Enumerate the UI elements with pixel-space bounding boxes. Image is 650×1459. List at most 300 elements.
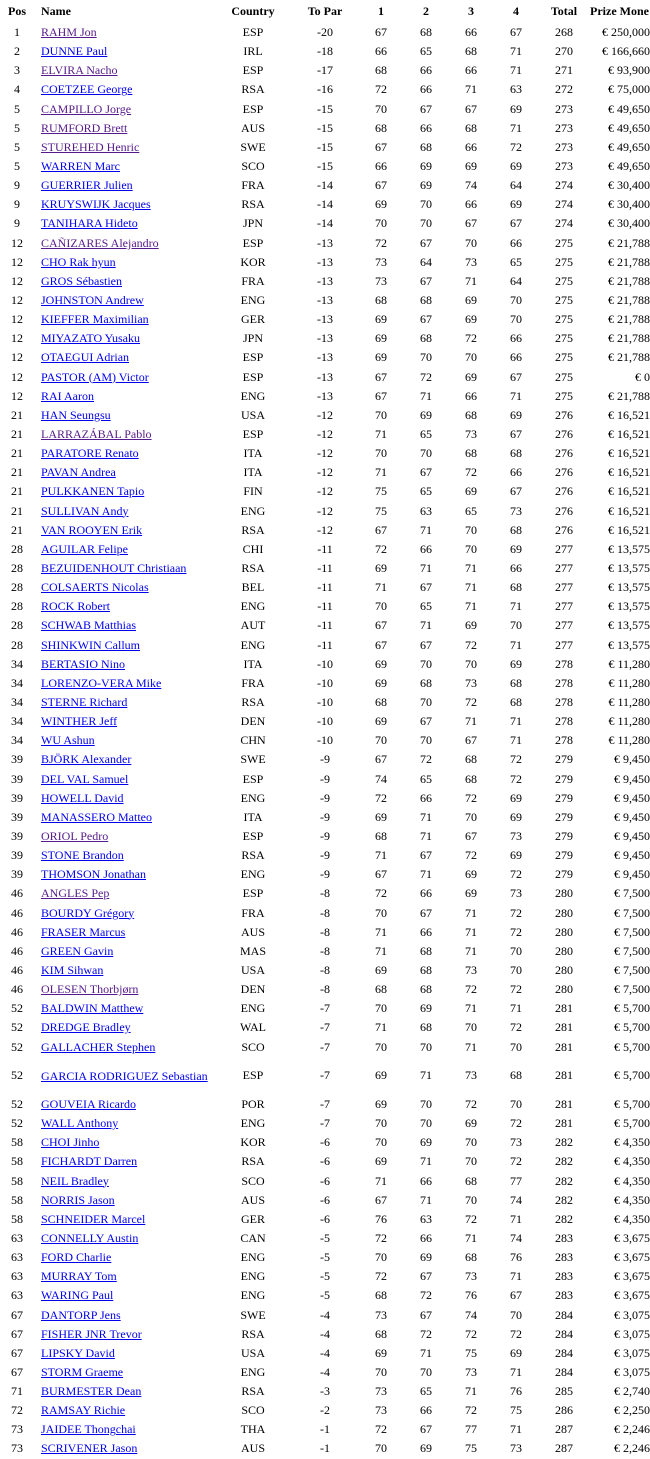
- cell-name: [34, 731, 214, 750]
- cell-to-par: -20: [317, 25, 333, 40]
- cell-country: FRA: [241, 905, 265, 920]
- player-link[interactable]: GROS Sébastien: [41, 273, 122, 288]
- cell-to-par: -13: [317, 331, 333, 346]
- cell-round-3: 65: [465, 503, 477, 518]
- cell-country: CAN: [240, 1230, 266, 1245]
- player-link[interactable]: FISHER JNR Trevor: [41, 1326, 142, 1341]
- cell-prize-money: € 3,075: [614, 1307, 650, 1322]
- cell-total: 284: [555, 1364, 573, 1379]
- player-link[interactable]: SHINKWIN Callum: [41, 637, 140, 652]
- player-link[interactable]: FORD Charlie: [41, 1250, 112, 1265]
- player-link[interactable]: KRUYSWIJK Jacques: [41, 197, 151, 212]
- table-row: [0, 1363, 650, 1382]
- player-link[interactable]: CAMPILLO Jorge: [41, 101, 132, 116]
- player-link[interactable]: OTAEGUI Adrian: [41, 350, 130, 365]
- cell-round-3: 73: [465, 1364, 477, 1379]
- table-row: [0, 1114, 650, 1133]
- cell-total: 276: [555, 503, 573, 518]
- cell-pos: 21: [11, 522, 23, 537]
- cell-round-1: 69: [375, 350, 387, 365]
- cell-to-par: -8: [320, 982, 330, 997]
- cell-to-par: -6: [320, 1135, 330, 1150]
- cell-round-4: 65: [510, 254, 522, 269]
- player-link[interactable]: LARRAZÁBAL Pablo: [41, 427, 152, 442]
- player-link[interactable]: CHOI Jinho: [41, 1135, 100, 1150]
- cell-prize-money: € 4,350: [614, 1192, 650, 1207]
- player-link[interactable]: GALLACHER Stephen: [41, 1039, 156, 1054]
- player-link[interactable]: WU Ashun: [41, 733, 95, 748]
- player-link[interactable]: CHO Rak hyun: [41, 254, 116, 269]
- cell-round-4: 69: [510, 848, 522, 863]
- cell-round-1: 69: [375, 1154, 387, 1169]
- player-link[interactable]: DANTORP Jens: [41, 1307, 121, 1322]
- player-link[interactable]: RAHM Jon: [41, 25, 97, 40]
- player-link[interactable]: BOURDY Grégory: [41, 905, 135, 920]
- cell-country: GER: [241, 1211, 265, 1226]
- table-row: [0, 176, 650, 195]
- cell-pos: 58: [11, 1173, 23, 1188]
- table-row: [0, 1152, 650, 1171]
- cell-round-1: 67: [375, 618, 387, 633]
- cell-country: FRA: [241, 675, 265, 690]
- cell-pos: 67: [11, 1307, 23, 1322]
- player-link[interactable]: MIYAZATO Yusaku: [41, 331, 140, 346]
- player-link[interactable]: NORRIS Jason: [41, 1192, 115, 1207]
- cell-round-4: 69: [510, 197, 522, 212]
- cell-pos: 28: [11, 541, 23, 556]
- player-link[interactable]: BERTASIO Nino: [41, 656, 125, 671]
- cell-pos: 9: [14, 178, 20, 193]
- cell-round-2: 65: [420, 771, 432, 786]
- cell-country: ITA: [243, 656, 263, 671]
- player-link[interactable]: CAÑIZARES Alejandro: [41, 235, 159, 250]
- cell-prize-money: € 7,500: [614, 982, 650, 997]
- cell-to-par: -7: [320, 1096, 330, 1111]
- table-row: [0, 119, 650, 138]
- cell-name: [34, 1018, 214, 1037]
- cell-total: 281: [555, 1116, 573, 1131]
- player-link[interactable]: STERNE Richard: [41, 694, 128, 709]
- player-link[interactable]: MANASSERO Matteo: [41, 809, 153, 824]
- table-row: [0, 980, 650, 999]
- cell-prize-money: € 49,650: [608, 101, 650, 116]
- cell-round-3: 70: [465, 656, 477, 671]
- cell-pos: 34: [11, 656, 23, 671]
- table-row: [0, 272, 650, 291]
- cell-to-par: -12: [317, 465, 333, 480]
- cell-prize-money: € 13,575: [608, 561, 650, 575]
- player-link[interactable]: PAVAN Andrea: [41, 465, 116, 480]
- cell-prize-money: € 7,500: [614, 943, 650, 958]
- cell-name: [34, 674, 214, 693]
- cell-name: [34, 961, 214, 980]
- player-link[interactable]: KIM Sihwan: [41, 962, 104, 977]
- table-row: [0, 234, 650, 253]
- cell-country: ESP: [242, 101, 264, 116]
- cell-round-2: 71: [420, 1068, 432, 1083]
- player-link[interactable]: GREEN Gavin: [41, 943, 114, 958]
- cell-total: 279: [555, 790, 573, 805]
- cell-round-1: 72: [375, 1269, 387, 1284]
- cell-name: [34, 559, 214, 578]
- cell-round-4: 71: [510, 1269, 522, 1284]
- cell-to-par: -10: [317, 675, 333, 690]
- table-row: [0, 1057, 650, 1095]
- table-body: [0, 23, 650, 1459]
- table-row: [0, 61, 650, 80]
- cell-round-3: 73: [465, 427, 477, 442]
- cell-round-1: 72: [375, 82, 387, 97]
- cell-country: THA: [240, 1422, 266, 1437]
- cell-to-par: -4: [320, 1326, 330, 1341]
- cell-to-par: -14: [317, 216, 333, 231]
- cell-to-par: -3: [320, 1384, 330, 1399]
- cell-round-1: 71: [375, 848, 387, 863]
- cell-pos: 71: [11, 1384, 23, 1399]
- cell-round-3: 71: [465, 82, 477, 97]
- cell-total: 274: [555, 216, 573, 231]
- cell-pos: 3: [14, 63, 20, 78]
- cell-round-3: 74: [465, 178, 477, 193]
- player-link[interactable]: RAMSAY Richie: [41, 1403, 126, 1418]
- cell-round-1: 70: [375, 1364, 387, 1379]
- player-link[interactable]: TANIHARA Hideto: [41, 216, 138, 231]
- cell-prize-money: € 16,521: [608, 522, 650, 537]
- cell-round-1: 70: [375, 905, 387, 920]
- cell-country: USA: [240, 407, 265, 422]
- cell-round-2: 71: [420, 1192, 432, 1207]
- cell-pos: 67: [11, 1345, 23, 1360]
- cell-round-3: 72: [465, 1096, 477, 1111]
- cell-pos: 34: [11, 733, 23, 748]
- player-link[interactable]: OLESEN Thorbjørn: [41, 982, 139, 997]
- player-link[interactable]: ROCK Robert: [41, 599, 110, 614]
- player-link[interactable]: LORENZO-VERA Mike: [41, 675, 162, 690]
- player-link[interactable]: GOUVEIA Ricardo: [41, 1096, 136, 1111]
- player-link[interactable]: BURMESTER Dean: [41, 1384, 142, 1399]
- cell-total: 280: [555, 962, 573, 977]
- player-link[interactable]: LIPSKY David: [41, 1345, 115, 1360]
- player-link[interactable]: PARATORE Renato: [41, 446, 139, 461]
- cell-round-4: 72: [510, 867, 522, 882]
- cell-round-2: 67: [420, 273, 432, 288]
- cell-round-4: 76: [510, 1384, 522, 1399]
- cell-round-4: 71: [510, 63, 522, 78]
- table-row: [0, 597, 650, 616]
- player-link[interactable]: SCRIVENER Jason: [41, 1441, 138, 1456]
- player-link[interactable]: KIEFFER Maximilian: [41, 312, 149, 327]
- player-link[interactable]: NEIL Bradley: [41, 1173, 109, 1188]
- cell-prize-money: € 3,675: [614, 1250, 650, 1265]
- cell-country: BEL: [241, 580, 265, 595]
- cell-prize-money: € 30,400: [608, 216, 650, 231]
- player-link[interactable]: RAI Aaron: [41, 388, 94, 403]
- cell-to-par: -11: [317, 618, 333, 633]
- cell-total: 276: [555, 446, 573, 461]
- cell-country: CHN: [240, 733, 266, 748]
- cell-to-par: -13: [317, 273, 333, 288]
- cell-to-par: -6: [320, 1192, 330, 1207]
- cell-prize-money: € 11,280: [608, 656, 650, 671]
- cell-total: 281: [555, 1096, 573, 1111]
- table-row: [0, 291, 650, 310]
- cell-to-par: -8: [320, 943, 330, 958]
- player-link[interactable]: ORIOL Pedro: [41, 828, 109, 843]
- cell-round-4: 71: [510, 120, 522, 135]
- cell-round-1: 69: [375, 331, 387, 346]
- cell-prize-money: € 16,521: [608, 446, 650, 461]
- cell-round-4: 68: [510, 675, 522, 690]
- cell-prize-money: € 5,700: [614, 1039, 650, 1054]
- cell-round-1: 67: [375, 1192, 387, 1207]
- cell-round-4: 68: [510, 1068, 522, 1083]
- player-link[interactable]: BALDWIN Matthew: [41, 1001, 144, 1016]
- cell-name: [34, 980, 214, 999]
- player-link[interactable]: DUNNE Paul: [41, 44, 108, 59]
- player-link[interactable]: WINTHER Jeff: [41, 714, 118, 729]
- cell-name: [34, 942, 214, 961]
- player-link[interactable]: STUREHED Henric: [41, 139, 140, 154]
- cell-round-1: 71: [375, 580, 387, 595]
- cell-round-4: 63: [510, 82, 522, 97]
- cell-round-2: 68: [420, 943, 432, 958]
- cell-name: [34, 1248, 214, 1267]
- player-link[interactable]: COETZEE George: [41, 82, 133, 97]
- cell-name: [34, 521, 214, 540]
- cell-pos: 39: [11, 867, 23, 882]
- player-link[interactable]: MURRAY Tom: [41, 1269, 117, 1284]
- cell-total: 282: [555, 1192, 573, 1207]
- cell-name: [34, 827, 214, 846]
- cell-round-2: 70: [420, 446, 432, 461]
- player-link[interactable]: WARING Paul: [41, 1288, 114, 1303]
- header-total: Total: [550, 4, 578, 18]
- cell-prize-money: € 21,788: [608, 254, 650, 269]
- table-row: [0, 750, 650, 769]
- cell-prize-money: € 2,246: [614, 1441, 650, 1456]
- player-link[interactable]: STORM Graeme: [41, 1364, 124, 1379]
- cell-round-4: 72: [510, 1326, 522, 1341]
- cell-total: 280: [555, 982, 573, 997]
- cell-round-3: 72: [465, 465, 477, 480]
- cell-round-2: 67: [420, 1307, 432, 1322]
- cell-total: 279: [555, 848, 573, 863]
- cell-pos: 72: [11, 1403, 23, 1418]
- cell-total: 276: [555, 407, 573, 422]
- cell-name: [34, 1286, 214, 1305]
- cell-name: [34, 119, 214, 138]
- cell-round-1: 67: [375, 178, 387, 193]
- cell-to-par: -13: [317, 350, 333, 365]
- cell-pos: 12: [11, 388, 23, 403]
- player-link[interactable]: AGUILAR Felipe: [41, 541, 128, 556]
- player-link[interactable]: WALL Anthony: [41, 1116, 119, 1131]
- cell-prize-money: € 21,788: [608, 350, 650, 365]
- cell-round-2: 72: [420, 752, 432, 767]
- player-link[interactable]: COLSAERTS Nicolas: [41, 580, 149, 595]
- cell-round-2: 68: [420, 982, 432, 997]
- cell-to-par: -18: [317, 44, 333, 59]
- cell-pos: 12: [11, 350, 23, 365]
- cell-round-2: 65: [420, 1384, 432, 1399]
- cell-round-2: 69: [420, 1135, 432, 1150]
- cell-pos: 12: [11, 369, 23, 384]
- player-link[interactable]: GARCIA RODRIGUEZ Sebastian: [41, 1068, 208, 1083]
- player-link[interactable]: JAIDEE Thongchai: [41, 1422, 136, 1437]
- cell-prize-money: € 21,788: [608, 312, 650, 327]
- player-link[interactable]: SCHNEIDER Marcel: [41, 1211, 146, 1226]
- cell-round-1: 70: [375, 1116, 387, 1131]
- player-link[interactable]: HAN Seungsu: [41, 407, 111, 422]
- player-link[interactable]: JOHNSTON Andrew: [41, 293, 144, 308]
- cell-round-4: 74: [510, 1192, 522, 1207]
- cell-country: ENG: [240, 1250, 266, 1265]
- cell-round-4: 69: [510, 541, 522, 556]
- cell-prize-money: € 9,450: [614, 848, 650, 863]
- cell-to-par: -13: [317, 293, 333, 308]
- cell-prize-money: € 16,521: [608, 465, 650, 480]
- cell-country: SCO: [241, 159, 265, 174]
- cell-round-1: 70: [375, 1441, 387, 1456]
- cell-round-4: 71: [510, 1001, 522, 1016]
- cell-name: [34, 348, 214, 367]
- cell-prize-money: € 9,450: [614, 828, 650, 843]
- player-link[interactable]: GUERRIER Julien: [41, 178, 133, 193]
- cell-pos: 34: [11, 714, 23, 729]
- cell-country: RSA: [241, 848, 265, 863]
- cell-round-3: 70: [465, 1192, 477, 1207]
- player-link[interactable]: SULLIVAN Andy: [41, 503, 129, 518]
- cell-round-3: 72: [465, 1211, 477, 1226]
- cell-round-1: 72: [375, 1230, 387, 1245]
- cell-country: SCO: [241, 1039, 265, 1054]
- player-link[interactable]: DEL VAL Samuel: [41, 771, 129, 786]
- cell-prize-money: € 2,250: [614, 1403, 650, 1418]
- cell-to-par: -5: [320, 1250, 330, 1265]
- cell-name: [34, 1382, 214, 1401]
- cell-to-par: -11: [317, 599, 333, 614]
- cell-pos: 34: [11, 694, 23, 709]
- cell-round-3: 69: [465, 618, 477, 633]
- player-link[interactable]: PASTOR (AM) Victor: [41, 369, 149, 384]
- cell-round-1: 69: [375, 1096, 387, 1111]
- cell-name: [34, 463, 214, 482]
- cell-pos: 21: [11, 484, 23, 499]
- player-link[interactable]: ANGLES Pep: [41, 886, 110, 901]
- player-link[interactable]: SCHWAB Matthias: [41, 618, 137, 633]
- cell-round-1: 68: [375, 120, 387, 135]
- cell-name: [34, 310, 214, 329]
- cell-round-4: 69: [510, 809, 522, 824]
- table-row: [0, 731, 650, 750]
- player-link[interactable]: ELVIRA Nacho: [41, 63, 118, 78]
- player-link[interactable]: BJÖRK Alexander: [41, 752, 132, 767]
- player-link[interactable]: DREDGE Bradley: [41, 1020, 131, 1035]
- cell-country: ESP: [242, 886, 264, 901]
- cell-name: [34, 234, 214, 253]
- cell-country: ESP: [242, 63, 264, 78]
- header-prize-money: Prize Mone: [590, 4, 649, 18]
- cell-round-2: 71: [420, 522, 432, 537]
- cell-round-3: 68: [465, 1173, 477, 1188]
- table-row: [0, 1191, 650, 1210]
- player-link[interactable]: VAN ROOYEN Erik: [41, 522, 143, 537]
- cell-round-1: 72: [375, 790, 387, 805]
- cell-total: 276: [555, 522, 573, 537]
- cell-prize-money: € 2,246: [614, 1422, 650, 1437]
- cell-country: AUS: [240, 924, 265, 939]
- cell-name: [34, 138, 214, 157]
- cell-round-3: 72: [465, 694, 477, 709]
- cell-country: AUS: [240, 120, 265, 135]
- cell-round-1: 70: [375, 446, 387, 461]
- cell-round-1: 74: [375, 771, 387, 786]
- cell-pos: 63: [11, 1288, 23, 1303]
- cell-round-4: 72: [510, 982, 522, 997]
- cell-round-2: 65: [420, 599, 432, 614]
- cell-country: WAL: [240, 1020, 266, 1035]
- cell-round-2: 72: [420, 1288, 432, 1303]
- player-link[interactable]: FICHARDT Darren: [41, 1154, 138, 1169]
- table-row: [0, 923, 650, 942]
- cell-round-3: 70: [465, 809, 477, 824]
- cell-round-3: 72: [465, 1403, 477, 1418]
- cell-name: [34, 23, 214, 42]
- cell-total: 282: [555, 1173, 573, 1188]
- cell-pos: 28: [11, 580, 23, 595]
- cell-round-1: 67: [375, 25, 387, 40]
- cell-pos: 2: [14, 44, 20, 59]
- table-row: [0, 942, 650, 961]
- player-link[interactable]: BEZUIDENHOUT Christiaan: [41, 561, 187, 575]
- player-link[interactable]: THOMSON Jonathan: [41, 867, 146, 882]
- cell-round-2: 63: [420, 1211, 432, 1226]
- cell-prize-money: € 7,500: [614, 962, 650, 977]
- cell-round-3: 77: [465, 1422, 477, 1437]
- player-link[interactable]: HOWELL David: [41, 790, 124, 805]
- cell-to-par: -10: [317, 714, 333, 729]
- cell-round-3: 68: [465, 771, 477, 786]
- cell-round-3: 71: [465, 1001, 477, 1016]
- cell-round-4: 66: [510, 331, 522, 346]
- cell-round-2: 71: [420, 561, 432, 575]
- cell-round-3: 72: [465, 790, 477, 805]
- cell-name: [34, 387, 214, 406]
- cell-round-2: 68: [420, 25, 432, 40]
- player-link[interactable]: FRASER Marcus: [41, 924, 126, 939]
- cell-round-1: 68: [375, 694, 387, 709]
- cell-to-par: -11: [317, 637, 333, 652]
- cell-to-par: -11: [317, 541, 333, 556]
- cell-round-3: 66: [465, 388, 477, 403]
- player-link[interactable]: WARREN Marc: [41, 159, 120, 174]
- player-link[interactable]: CONNELLY Austin: [41, 1230, 139, 1245]
- cell-round-2: 66: [420, 120, 432, 135]
- cell-round-4: 68: [510, 522, 522, 537]
- cell-to-par: -7: [320, 1039, 330, 1054]
- player-link[interactable]: STONE Brandon: [41, 848, 124, 863]
- table-row: [0, 540, 650, 559]
- player-link[interactable]: PULKKANEN Tapio: [41, 484, 145, 499]
- table-row: [0, 1401, 650, 1420]
- table-row: [0, 425, 650, 444]
- player-link[interactable]: RUMFORD Brett: [41, 120, 128, 135]
- header-name: Name: [41, 4, 71, 18]
- cell-country: AUT: [240, 618, 266, 633]
- cell-round-1: 68: [375, 982, 387, 997]
- cell-pos: 5: [14, 159, 20, 174]
- cell-to-par: -9: [320, 828, 330, 843]
